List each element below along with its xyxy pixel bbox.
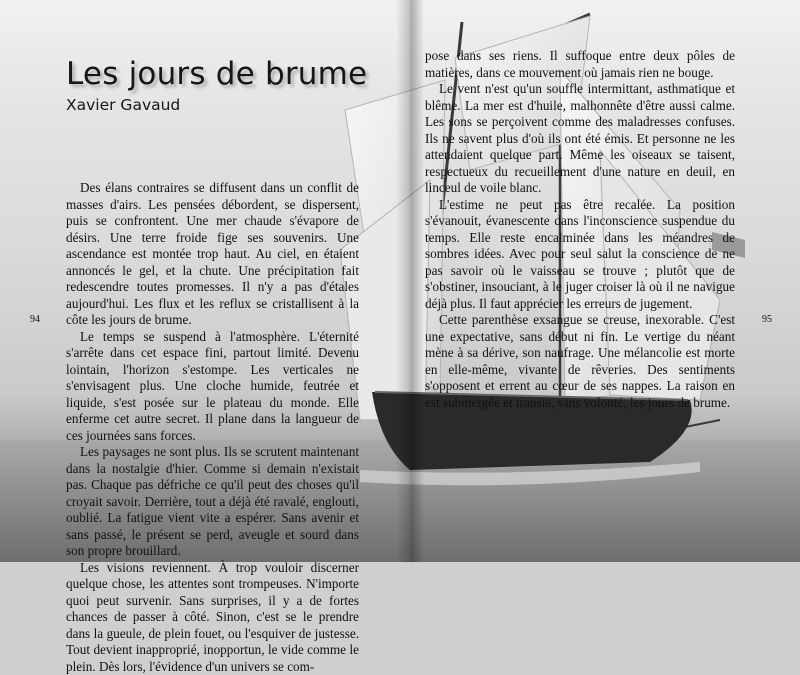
paragraph: pose dans ses riens. Il suffoque entre deux pôles de matières, dans ce mouvement où jamais rien ne bouge.: [425, 48, 735, 81]
paragraph: Le temps se suspend à l'atmosphère. L'éternité s'arrête dans cet espace fini, partout limité. Devenu lointain, l'horizon s'estompe. Les verticales ne s'envisagent plus. Une cloche humide, feutrée et liquide, s'est posée sur le plateau du monde. Elle enferme cet autre secret. Il plane dans la langueur de ces journées sans forces.: [66, 329, 359, 445]
article-author: Xavier Gavaud: [66, 96, 180, 114]
paragraph: Cette parenthèse exsangue se creuse, inexorable. C'est une expectative, sans début ni fin. Le vertige du néant mène à sa dérive, son naufrage. Une mélancolie est morte en elle-même, vivante de rêveries. Des sentiments s'opposent et errent au cœur de ses nappes. La raison en est submergée et transie, sans volonté, les jours de brume.: [425, 312, 735, 411]
paragraph: Les visions reviennent. À trop vouloir discerner quelque chose, les attentes sont trompeuses. N'importe quoi peut survenir. Sans surprises, il y a de fortes chances de passer à côté. Sinon, c'est se le prendre dans la gueule, de plein fouet, ou l'esquiver de justesse. Tout devient inapproprié, inopportun, le vide comme le plein. Dès lors, l'évidence d'un univers se com-: [66, 560, 359, 675]
paragraph: L'estime ne peut pas être recalée. La position s'évanouit, évanescente dans l'inconscience suspendue du temps. Elle reste encalminée dans les méandres de sombres idées. Avec pour seul salut la conscience de ne pas savoir où le vaisseau se trouve ; plutôt que de s'obstiner, insouciant, à le juger croiser là où il ne navigue déjà plus. Il faut apprécier les erreurs de jugement.: [425, 197, 735, 313]
page-number-left: 94: [30, 314, 40, 325]
page-number-right: 95: [762, 314, 772, 325]
book-gutter: [396, 0, 424, 562]
paragraph: Des élans contraires se diffusent dans un conflit de masses d'airs. Les pensées débordent, se dispersent, puis se confrontent. Une mer chaude s'évapore de désirs. Une terre froide fige ses souvenirs. Une ascendance est montée trop haut. Au ciel, en étaient annoncés le gel, et la chute. Une précipitation fait redescendre toutes promesses. Il n'y a pas d'étales aujourd'hui. Les flux et les reflux se cristallisent à la côte les jours de brume.: [66, 180, 359, 329]
paragraph: Le vent n'est qu'un souffle intermittant, asthmatique et blême. La mer est d'huile, malhonnête d'être aussi calme. Les sons se perçoivent comme des maladresses confuses. Ils ne savent plus d'où ils ont été émis. Et personne ne les attendaient quelque part. Même les oiseaux se taisent, respectueux du recueillement d'une nature en deuil, en linceul de voile blanc.: [425, 81, 735, 197]
paragraph: Les paysages ne sont plus. Ils se scrutent maintenant dans la nostalgie d'hier. Comme si demain n'existait pas. Chaque pas défriche ce qu'il peut des choses qu'il croyait savoir. Derrière, tout a déjà été ravalé, englouti, oublié. La fatigue vient vite a espérer. Sans avenir et sans passé, le présent se perd, aveugle et sourd dans son propre brouillard.: [66, 444, 359, 560]
left-page-text: [66, 180, 359, 675]
article-title: Les jours de brume: [66, 56, 367, 92]
right-page-text: [425, 48, 735, 411]
